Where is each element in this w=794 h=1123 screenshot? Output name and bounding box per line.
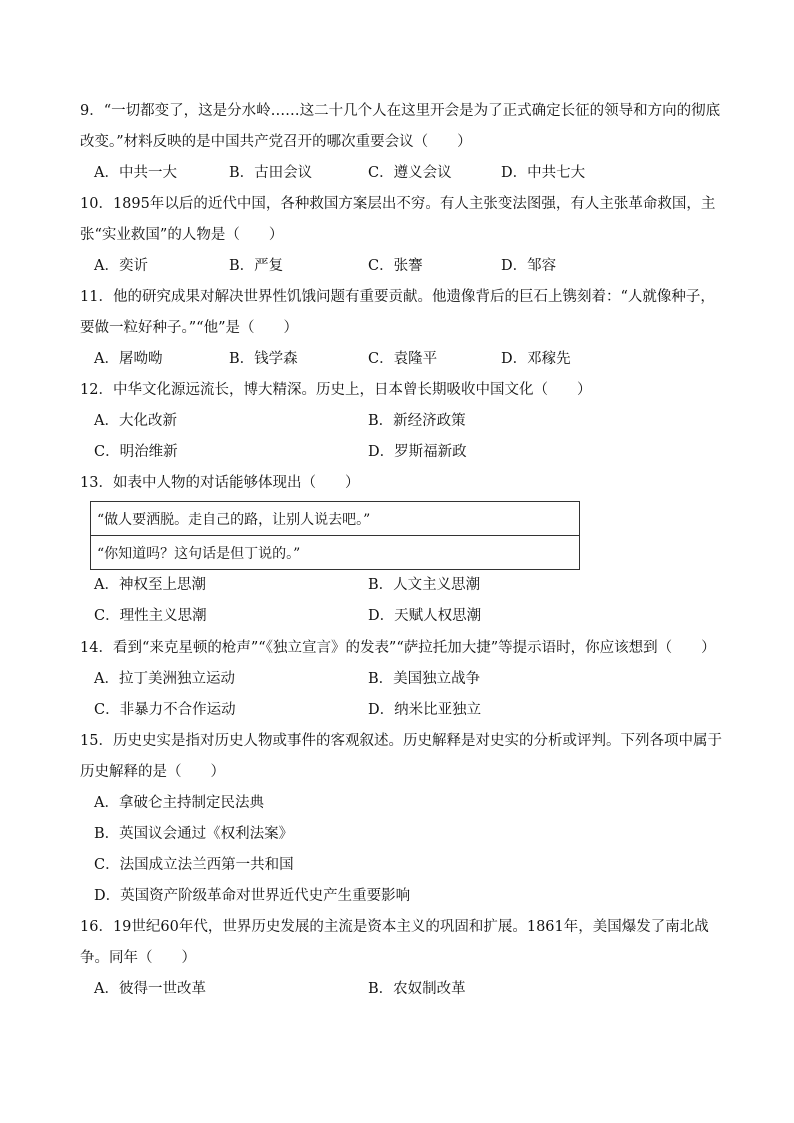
question-stem: 14．看到“来克星顿的枪声”“《独立宣言》的发表”“萨拉托加大捷”等提示语时，你应该想到（ ） xyxy=(80,640,716,656)
option-c[interactable]: C．非暴力不合作运动 xyxy=(94,702,236,718)
dialogue-table xyxy=(90,501,580,570)
option-b[interactable]: B．农奴制改革 xyxy=(368,981,466,997)
option-b[interactable]: B．古田会议 xyxy=(229,165,313,181)
option-a[interactable]: A．屠呦呦 xyxy=(94,351,163,367)
option-d[interactable]: D．罗斯福新政 xyxy=(368,444,467,460)
option-b[interactable]: B．新经济政策 xyxy=(368,413,466,429)
option-a[interactable]: A．奕䜣 xyxy=(94,258,148,274)
option-c[interactable]: C．袁隆平 xyxy=(368,351,438,367)
option-b[interactable]: B．钱学森 xyxy=(229,351,298,367)
option-a[interactable]: A．彼得一世改革 xyxy=(94,981,206,997)
question-stem: 9．“一切都变了，这是分水岭……这二十几个人在这里开会是为了正式确定长征的领导和方向的彻底改变。”材料反映的是中国共产党召开的哪次重要会议（ ） xyxy=(80,103,721,150)
question-11 xyxy=(80,282,726,375)
option-c[interactable]: C．明治维新 xyxy=(94,444,178,460)
question-12 xyxy=(80,375,726,468)
option-a[interactable]: A．中共一大 xyxy=(94,165,177,181)
options-row xyxy=(80,974,726,1005)
question-13-options xyxy=(80,570,726,632)
option-c[interactable]: C．法国成立法兰西第一共和国 xyxy=(94,857,294,873)
option-d[interactable]: D．英国资产阶级革命对世界近代史产生重要影响 xyxy=(94,888,411,904)
option-d[interactable]: D．中共七大 xyxy=(501,165,586,181)
table-cell: “做人要洒脱。走自己的路，让别人说去吧。” xyxy=(91,502,580,536)
question-stem: 12．中华文化源远流长，博大精深。历史上，日本曾长期吸收中国文化（ ） xyxy=(80,382,592,398)
question-13 xyxy=(80,468,726,499)
question-15 xyxy=(80,726,726,912)
options-row xyxy=(80,251,726,282)
question-stem: 11．他的研究成果对解决世界性饥饿问题有重要贡献。他遗像背后的巨石上镌刻着：“人就像种子，要做一粒好种子。”“他”是（ ） xyxy=(80,289,715,336)
option-b[interactable]: B．严复 xyxy=(229,258,284,274)
option-b[interactable]: B．人文主义思潮 xyxy=(368,577,481,593)
option-a[interactable]: A．拿破仑主持制定民法典 xyxy=(94,795,264,811)
option-c[interactable]: C．理性主义思潮 xyxy=(94,608,207,624)
options-row xyxy=(80,695,726,726)
options-row xyxy=(80,601,726,632)
options-row xyxy=(80,344,726,375)
option-b[interactable]: B．美国独立战争 xyxy=(368,671,481,687)
option-d[interactable]: D．邓稼先 xyxy=(501,351,571,367)
options-row xyxy=(80,570,726,601)
options-row xyxy=(80,819,726,850)
option-c[interactable]: C．遵义会议 xyxy=(368,165,452,181)
question-stem: 15．历史史实是指对历史人物或事件的客观叙述。历史解释是对史实的分析或评判。下列各项中属于历史解释的是（ ） xyxy=(80,733,722,780)
option-a[interactable]: A．大化改新 xyxy=(94,413,177,429)
question-9 xyxy=(80,96,726,189)
option-b[interactable]: B．英国议会通过《权利法案》 xyxy=(94,826,294,842)
options-row xyxy=(80,850,726,881)
question-16 xyxy=(80,912,726,1005)
table-row xyxy=(91,502,580,536)
options-row xyxy=(80,406,726,437)
option-c[interactable]: C．张謇 xyxy=(368,258,423,274)
table-row xyxy=(91,536,580,570)
options-row xyxy=(80,788,726,819)
table-cell: “你知道吗？这句话是但丁说的。” xyxy=(91,536,580,570)
question-14 xyxy=(80,633,726,726)
question-stem: 13．如表中人物的对话能够体现出（ ） xyxy=(80,475,360,491)
options-row xyxy=(80,664,726,695)
option-a[interactable]: A．拉丁美洲独立运动 xyxy=(94,671,235,687)
option-d[interactable]: D．天赋人权思潮 xyxy=(368,608,482,624)
options-row xyxy=(80,881,726,912)
question-10 xyxy=(80,189,726,282)
question-stem: 16．19世纪60年代，世界历史发展的主流是资本主义的巩固和扩展。1861年，美国爆发了南北战争。同年（ ） xyxy=(80,919,709,966)
option-a[interactable]: A．神权至上思潮 xyxy=(94,577,206,593)
options-row xyxy=(80,437,726,468)
question-stem: 10．1895年以后的近代中国，各种救国方案层出不穷。有人主张变法图强，有人主张革命救国，主张“实业救国”的人物是（ ） xyxy=(80,196,716,243)
option-d[interactable]: D．纳米比亚独立 xyxy=(368,702,482,718)
option-d[interactable]: D．邹容 xyxy=(501,258,557,274)
options-row xyxy=(80,158,726,189)
